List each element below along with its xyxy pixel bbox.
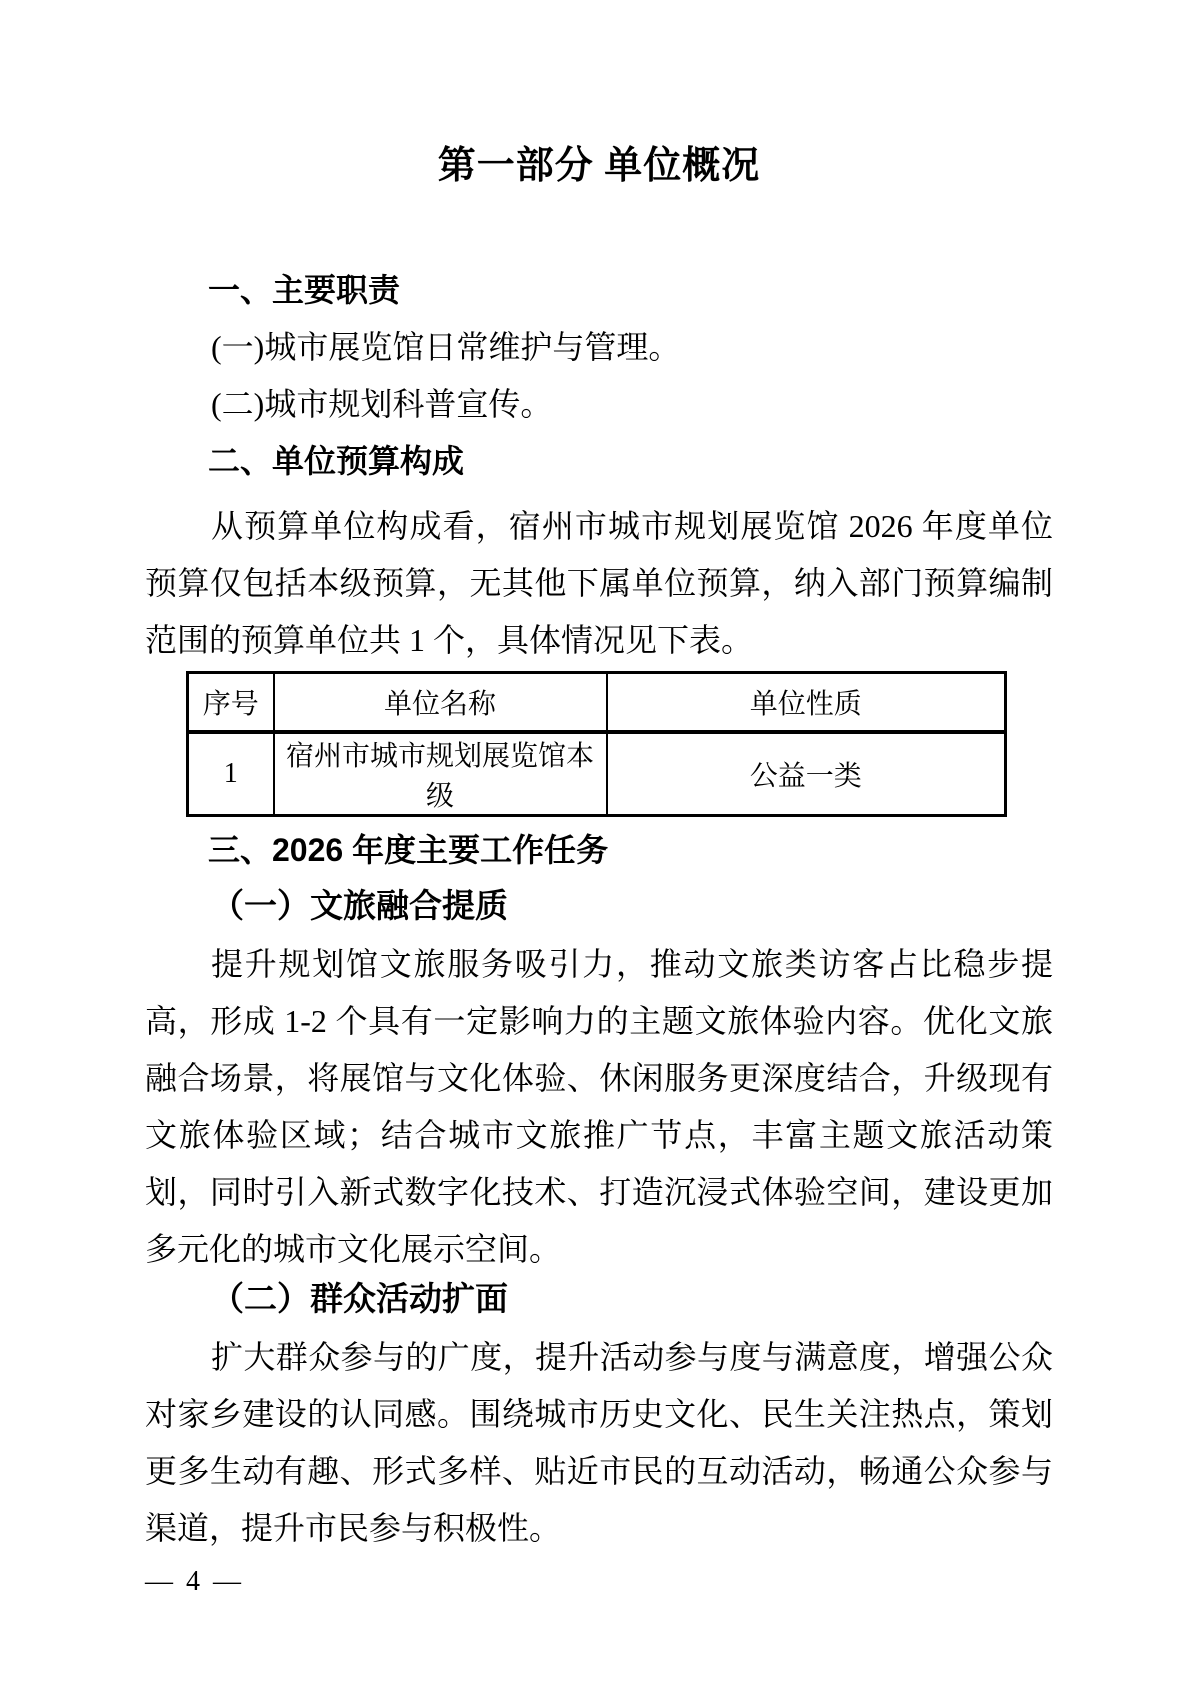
culture-tourism-paragraph: 提升规划馆文旅服务吸引力，推动文旅类访客占比稳步提高，形成 1-2 个具有一定影响力的主题文旅体验内容。优化文旅融合场景，将展馆与文化体验、休闲服务更深度结合，升级现有文旅体验区域；结合城市文旅推广节点，丰富主题文旅活动策划，同时引入新式数字化技术、打造沉浸式体验空间，建设更加多元化的城市文化展示空间。 <box>145 946 1053 1267</box>
document-title: 第一部分 单位概况 <box>437 145 761 187</box>
budget-units-table <box>186 671 1007 817</box>
cell-index: 1 <box>188 732 274 816</box>
cell-unit-name: 宿州市城市规划展览馆本级 <box>274 732 607 816</box>
header-cell-index: 序号 <box>188 673 274 733</box>
section-heading-budget-composition: 二、单位预算构成 <box>208 443 465 479</box>
duty-item-2: (二)城市规划科普宣传。 <box>211 386 553 422</box>
public-activities-paragraph: 扩大群众参与的广度，提升活动参与度与满意度，增强公众对家乡建设的认同感。围绕城市历史文化、民生关注热点，策划更多生动有趣、形式多样、贴近市民的互动活动，畅通公众参与渠道，提升市民参与积极性。 <box>145 1339 1053 1546</box>
page-content <box>145 140 1053 1557</box>
duty-item-1: (一)城市展览馆日常维护与管理。 <box>211 329 681 365</box>
subsection-heading-public-activities: （二）群众活动扩面 <box>211 1282 508 1318</box>
header-cell-unit-name: 单位名称 <box>274 673 607 733</box>
section-heading-main-duties: 一、主要职责 <box>208 272 401 308</box>
budget-composition-paragraph: 从预算单位构成看，宿州市城市规划展览馆 2026 年度单位预算仅包括本级预算，无其他下属单位预算，纳入部门预算编制范围的预算单位共 1 个，具体情况见下表。 <box>145 508 1053 658</box>
subsection-heading-culture-tourism: （一）文旅融合提质 <box>211 889 508 925</box>
page-number: — 4 — <box>145 1566 244 1597</box>
section-heading-work-tasks: 三、2026 年度主要工作任务 <box>208 832 609 868</box>
header-cell-unit-type: 单位性质 <box>607 673 1006 733</box>
table-row <box>188 732 1006 816</box>
table-header-row <box>188 673 1006 733</box>
cell-unit-type: 公益一类 <box>607 732 1006 816</box>
